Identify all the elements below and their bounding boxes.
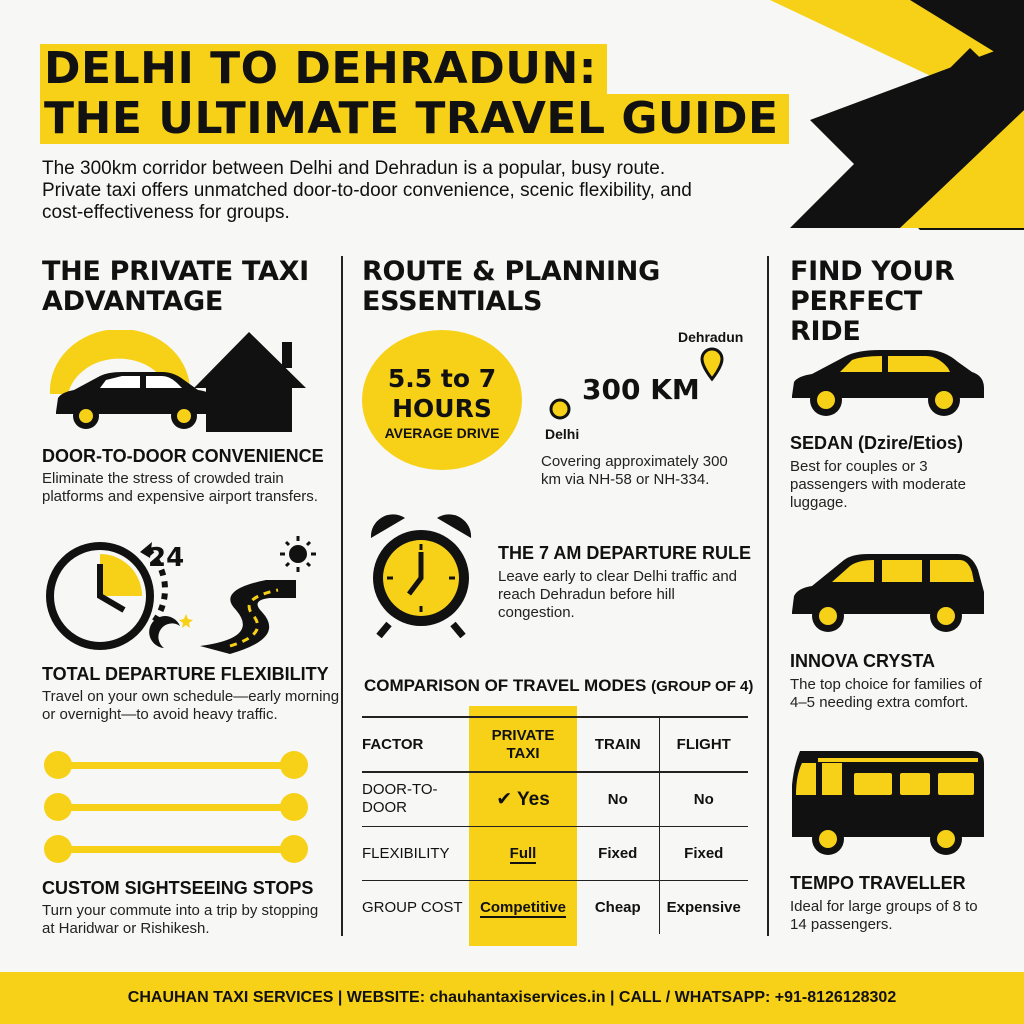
route-description: Covering approximately 300 km via NH-58 or NH-334.	[541, 453, 728, 488]
route-stops-icon	[40, 748, 315, 868]
route-planning-title: ROUTE & PLANNING ESSENTIALS	[362, 256, 660, 317]
vehicle-innova-name: INNOVA CRYSTA	[790, 651, 936, 671]
row-flight-flex: Fixed	[684, 844, 724, 862]
row-flight-cost: Expensive	[666, 898, 741, 916]
private-taxi-advantage-title: THE PRIVATE TAXI ADVANTAGE	[42, 256, 309, 317]
header-factor: FACTOR	[362, 736, 424, 753]
row-train-cost: Cheap	[577, 880, 659, 934]
perfect-ride-title: FIND YOUR PERFECT RIDE	[790, 256, 955, 347]
drive-duration-value: 5.5 to 7 HOURS	[387, 364, 497, 423]
comparison-title-text: COMPARISON OF TRAVEL MODES	[364, 676, 647, 695]
row-flight-door: No	[693, 790, 714, 808]
route-distance: 300 KM	[582, 373, 700, 406]
header-train: TRAIN	[577, 718, 659, 772]
row-taxi-cost-value: Competitive	[480, 898, 566, 916]
row-factor-door: DOOR-TO-DOOR	[362, 781, 438, 817]
title-line-1: DELHI TO DEHRADUN:	[40, 44, 607, 94]
row-factor-flex: FLEXIBILITY	[362, 844, 450, 862]
24-hour-clock-road-icon	[40, 530, 320, 655]
vehicle-sedan-name: SEDAN (Dzire/Etios)	[790, 433, 964, 453]
title-line-2: THE ULTIMATE TRAVEL GUIDE	[40, 94, 789, 144]
vehicle-sedan-desc: Best for couples or 3 passengers with moderate luggage.	[790, 458, 966, 511]
row-taxi-door: ✔ Yes	[496, 788, 550, 810]
header-private-taxi: PRIVATE TAXI	[491, 726, 555, 762]
table-row	[362, 826, 748, 880]
drive-duration-badge	[362, 330, 522, 470]
sedan-icon	[788, 340, 988, 420]
intro-text: The 300km corridor between Delhi and Dehradun is a popular, busy route. Private taxi offers unmatched door-to-door convenience, scenic flexibility, and cost-effectiveness for groups.	[42, 158, 692, 223]
row-taxi-flex	[469, 826, 577, 880]
row-train-flex: Fixed	[577, 826, 659, 880]
column-divider-right	[767, 256, 769, 936]
contact-footer: CHAUHAN TAXI SERVICES | WEBSITE: chauhantaxiservices.in | CALL / WHATSAPP: +91-8126128302	[0, 972, 1024, 1024]
map-origin-label: Delhi	[545, 426, 580, 442]
car-and-house-icon	[44, 330, 314, 440]
comparison-subtitle: (GROUP OF 4)	[651, 678, 754, 695]
comparison-table	[362, 716, 748, 934]
svg-text:24: 24	[148, 543, 185, 573]
departure-rule-desc: Leave early to clear Delhi traffic and reach Dehradun before hill congestion.	[498, 568, 738, 621]
map-destination-label: Dehradun	[678, 329, 744, 345]
corner-decoration	[770, 0, 1024, 230]
feature-flexibility-title: TOTAL DEPARTURE FLEXIBILITY	[42, 664, 329, 684]
departure-rule-title: THE 7 AM DEPARTURE RULE	[498, 543, 752, 563]
row-taxi-flex-value: Full	[509, 844, 537, 862]
page-title	[40, 44, 789, 144]
feature-sightseeing-desc: Turn your commute into a trip by stopping at Haridwar or Rishikesh.	[42, 902, 319, 937]
alarm-clock-icon	[365, 512, 477, 638]
feature-flexibility-desc: Travel on your own schedule—early morning or overnight—to avoid heavy traffic.	[42, 688, 340, 723]
suv-icon	[788, 548, 988, 636]
van-icon	[788, 745, 988, 860]
vehicle-innova-desc: The top choice for families of 4–5 needing extra comfort.	[790, 676, 982, 711]
row-factor-cost: GROUP COST	[362, 898, 463, 916]
table-row	[362, 718, 748, 772]
row-taxi-cost	[469, 880, 577, 934]
feature-door-to-door-desc: Eliminate the stress of crowded train platforms and expensive airport transfers.	[42, 470, 318, 505]
feature-door-to-door-title: DOOR-TO-DOOR CONVENIENCE	[42, 446, 324, 466]
comparison-title	[364, 676, 753, 696]
vehicle-tempo-desc: Ideal for large groups of 8 to 14 passengers.	[790, 898, 978, 933]
column-divider-left	[341, 256, 343, 936]
table-row	[362, 772, 748, 826]
header-flight: FLIGHT	[676, 736, 731, 753]
row-train-door: No	[577, 772, 659, 826]
table-row	[362, 880, 748, 934]
feature-sightseeing-title: CUSTOM SIGHTSEEING STOPS	[42, 878, 314, 898]
vehicle-tempo-name: TEMPO TRAVELLER	[790, 873, 966, 893]
drive-duration-label: AVERAGE DRIVE	[384, 425, 500, 441]
